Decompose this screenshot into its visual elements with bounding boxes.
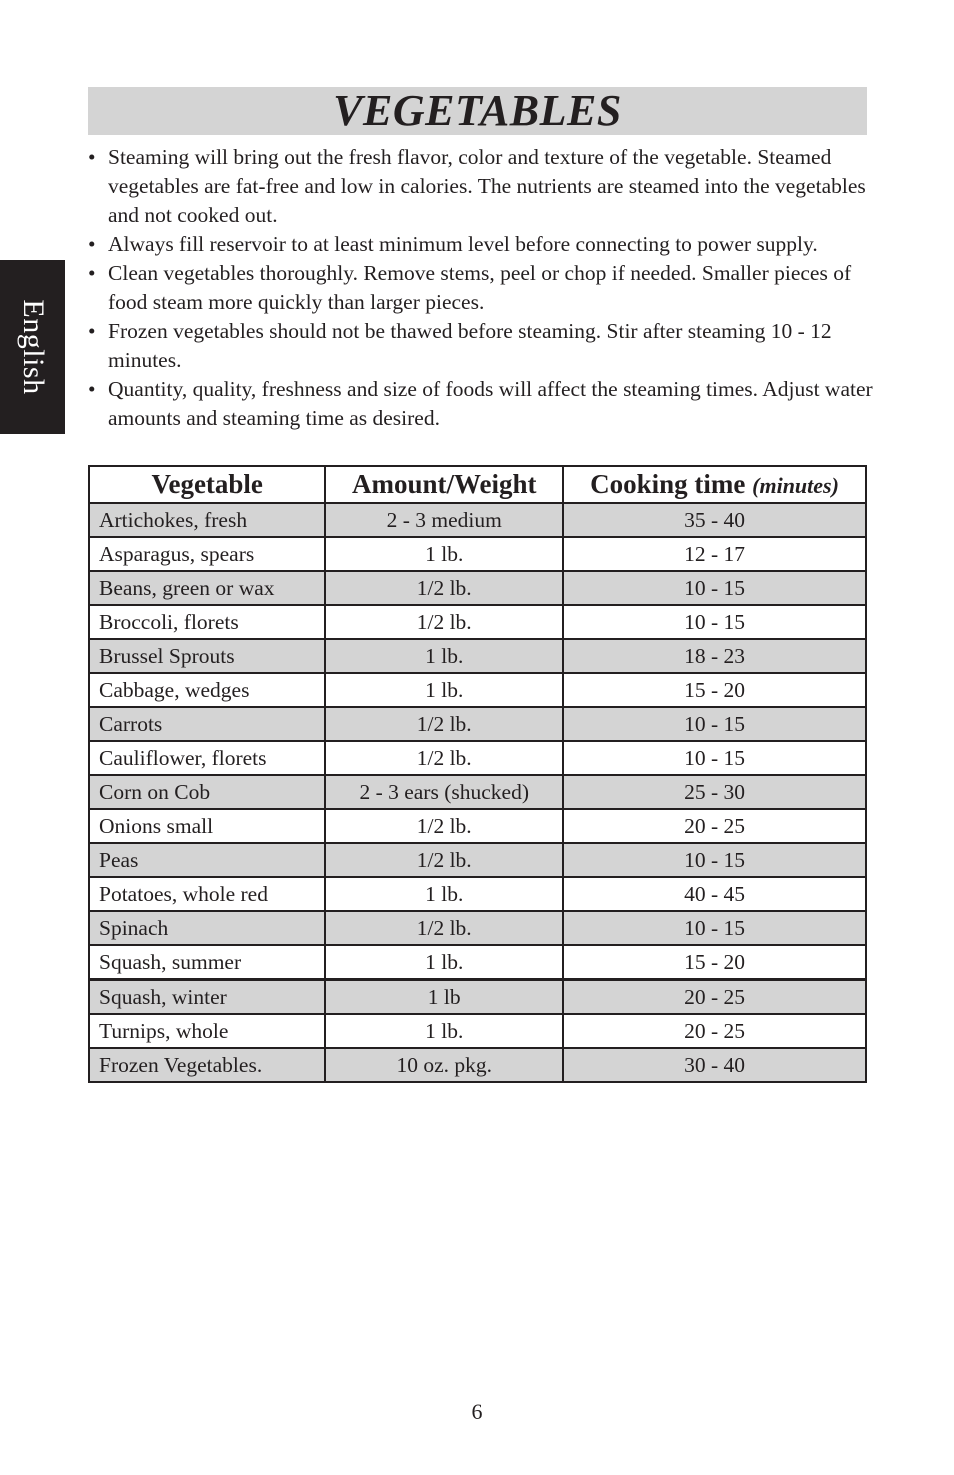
note-item: • Clean vegetables thoroughly. Remove stems, peel or chop if needed. Smaller pieces of food steam more quickly than larger pieces.: [88, 259, 873, 317]
cell-amount: 2 - 3 ears (shucked): [325, 775, 563, 809]
cell-vegetable: Carrots: [89, 707, 325, 741]
title-bar: [88, 87, 867, 135]
cell-amount: 1/2 lb.: [325, 809, 563, 843]
header-amount: Amount/Weight: [325, 466, 563, 503]
cell-vegetable: Asparagus, spears: [89, 537, 325, 571]
table-row: [89, 605, 866, 639]
note-item: • Steaming will bring out the fresh flavor, color and texture of the vegetable. Steamed vegetables are fat-free and low in calories. The nutrients are steamed into the vegetables and not cooked out.: [88, 143, 873, 230]
cell-vegetable: Corn on Cob: [89, 775, 325, 809]
cell-amount: 10 oz. pkg.: [325, 1048, 563, 1082]
cell-cooking-time: 15 - 20: [563, 945, 866, 980]
cell-vegetable: Spinach: [89, 911, 325, 945]
language-tab: [0, 260, 65, 434]
cooking-table: [88, 465, 867, 1083]
cell-cooking-time: 12 - 17: [563, 537, 866, 571]
cell-cooking-time: 18 - 23: [563, 639, 866, 673]
table-row: [89, 877, 866, 911]
table-row: [89, 911, 866, 945]
cell-amount: 1 lb.: [325, 877, 563, 911]
cell-vegetable: Cauliflower, florets: [89, 741, 325, 775]
note-item: • Frozen vegetables should not be thawed before steaming. Stir after steaming 10 - 12 minutes.: [88, 317, 873, 375]
page-title: VEGETABLES: [333, 86, 622, 135]
table-row: [89, 1048, 866, 1082]
cell-cooking-time: 20 - 25: [563, 1014, 866, 1048]
cell-cooking-time: 10 - 15: [563, 911, 866, 945]
cell-amount: 1 lb.: [325, 537, 563, 571]
cell-amount: 1 lb: [325, 980, 563, 1015]
cell-vegetable: Frozen Vegetables.: [89, 1048, 325, 1082]
cell-amount: 1 lb.: [325, 945, 563, 980]
cell-cooking-time: 10 - 15: [563, 707, 866, 741]
cell-cooking-time: 30 - 40: [563, 1048, 866, 1082]
cell-amount: 1 lb.: [325, 1014, 563, 1048]
table-header-row: [89, 466, 866, 503]
cell-cooking-time: 20 - 25: [563, 980, 866, 1015]
cell-vegetable: Artichokes, fresh: [89, 503, 325, 537]
cell-amount: 2 - 3 medium: [325, 503, 563, 537]
table-row: [89, 673, 866, 707]
cell-vegetable: Brussel Sprouts: [89, 639, 325, 673]
cell-cooking-time: 40 - 45: [563, 877, 866, 911]
cell-vegetable: Beans, green or wax: [89, 571, 325, 605]
table-row: [89, 809, 866, 843]
table-body: [89, 503, 866, 1082]
table-row: [89, 1014, 866, 1048]
cell-cooking-time: 35 - 40: [563, 503, 866, 537]
table-row: [89, 503, 866, 537]
table-row: [89, 741, 866, 775]
cell-amount: 1/2 lb.: [325, 605, 563, 639]
table-row: [89, 775, 866, 809]
table-row: [89, 945, 866, 980]
cell-vegetable: Squash, winter: [89, 980, 325, 1015]
cell-vegetable: Onions small: [89, 809, 325, 843]
cell-vegetable: Cabbage, wedges: [89, 673, 325, 707]
cell-amount: 1/2 lb.: [325, 741, 563, 775]
cell-amount: 1/2 lb.: [325, 843, 563, 877]
cell-cooking-time: 15 - 20: [563, 673, 866, 707]
cell-cooking-time: 10 - 15: [563, 741, 866, 775]
cell-amount: 1 lb.: [325, 673, 563, 707]
cell-vegetable: Potatoes, whole red: [89, 877, 325, 911]
table-row: [89, 537, 866, 571]
language-tab-label: English: [16, 299, 50, 395]
note-item: • Quantity, quality, freshness and size of foods will affect the steaming times. Adjust water amounts and steaming time as desired.: [88, 375, 873, 433]
cell-cooking-time: 20 - 25: [563, 809, 866, 843]
cell-vegetable: Peas: [89, 843, 325, 877]
cell-amount: 1/2 lb.: [325, 571, 563, 605]
cell-amount: 1 lb.: [325, 639, 563, 673]
table-row: [89, 980, 866, 1015]
cell-vegetable: Broccoli, florets: [89, 605, 325, 639]
cell-cooking-time: 10 - 15: [563, 605, 866, 639]
note-item: • Always fill reservoir to at least minimum level before connecting to power supply.: [88, 230, 873, 259]
cell-amount: 1/2 lb.: [325, 911, 563, 945]
table-row: [89, 571, 866, 605]
header-cooking-time: [563, 466, 866, 503]
cell-vegetable: Turnips, whole: [89, 1014, 325, 1048]
cell-cooking-time: 10 - 15: [563, 843, 866, 877]
header-cooking-time-unit: (minutes): [752, 473, 839, 498]
table-row: [89, 639, 866, 673]
table-row: [89, 843, 866, 877]
cell-amount: 1/2 lb.: [325, 707, 563, 741]
header-cooking-time-label: Cooking time: [590, 469, 746, 499]
cell-cooking-time: 10 - 15: [563, 571, 866, 605]
page-number: 6: [471, 1399, 483, 1424]
table-row: [89, 707, 866, 741]
cell-cooking-time: 25 - 30: [563, 775, 866, 809]
cell-vegetable: Squash, summer: [89, 945, 325, 980]
header-vegetable: Vegetable: [89, 466, 325, 503]
notes-list: [88, 143, 873, 433]
